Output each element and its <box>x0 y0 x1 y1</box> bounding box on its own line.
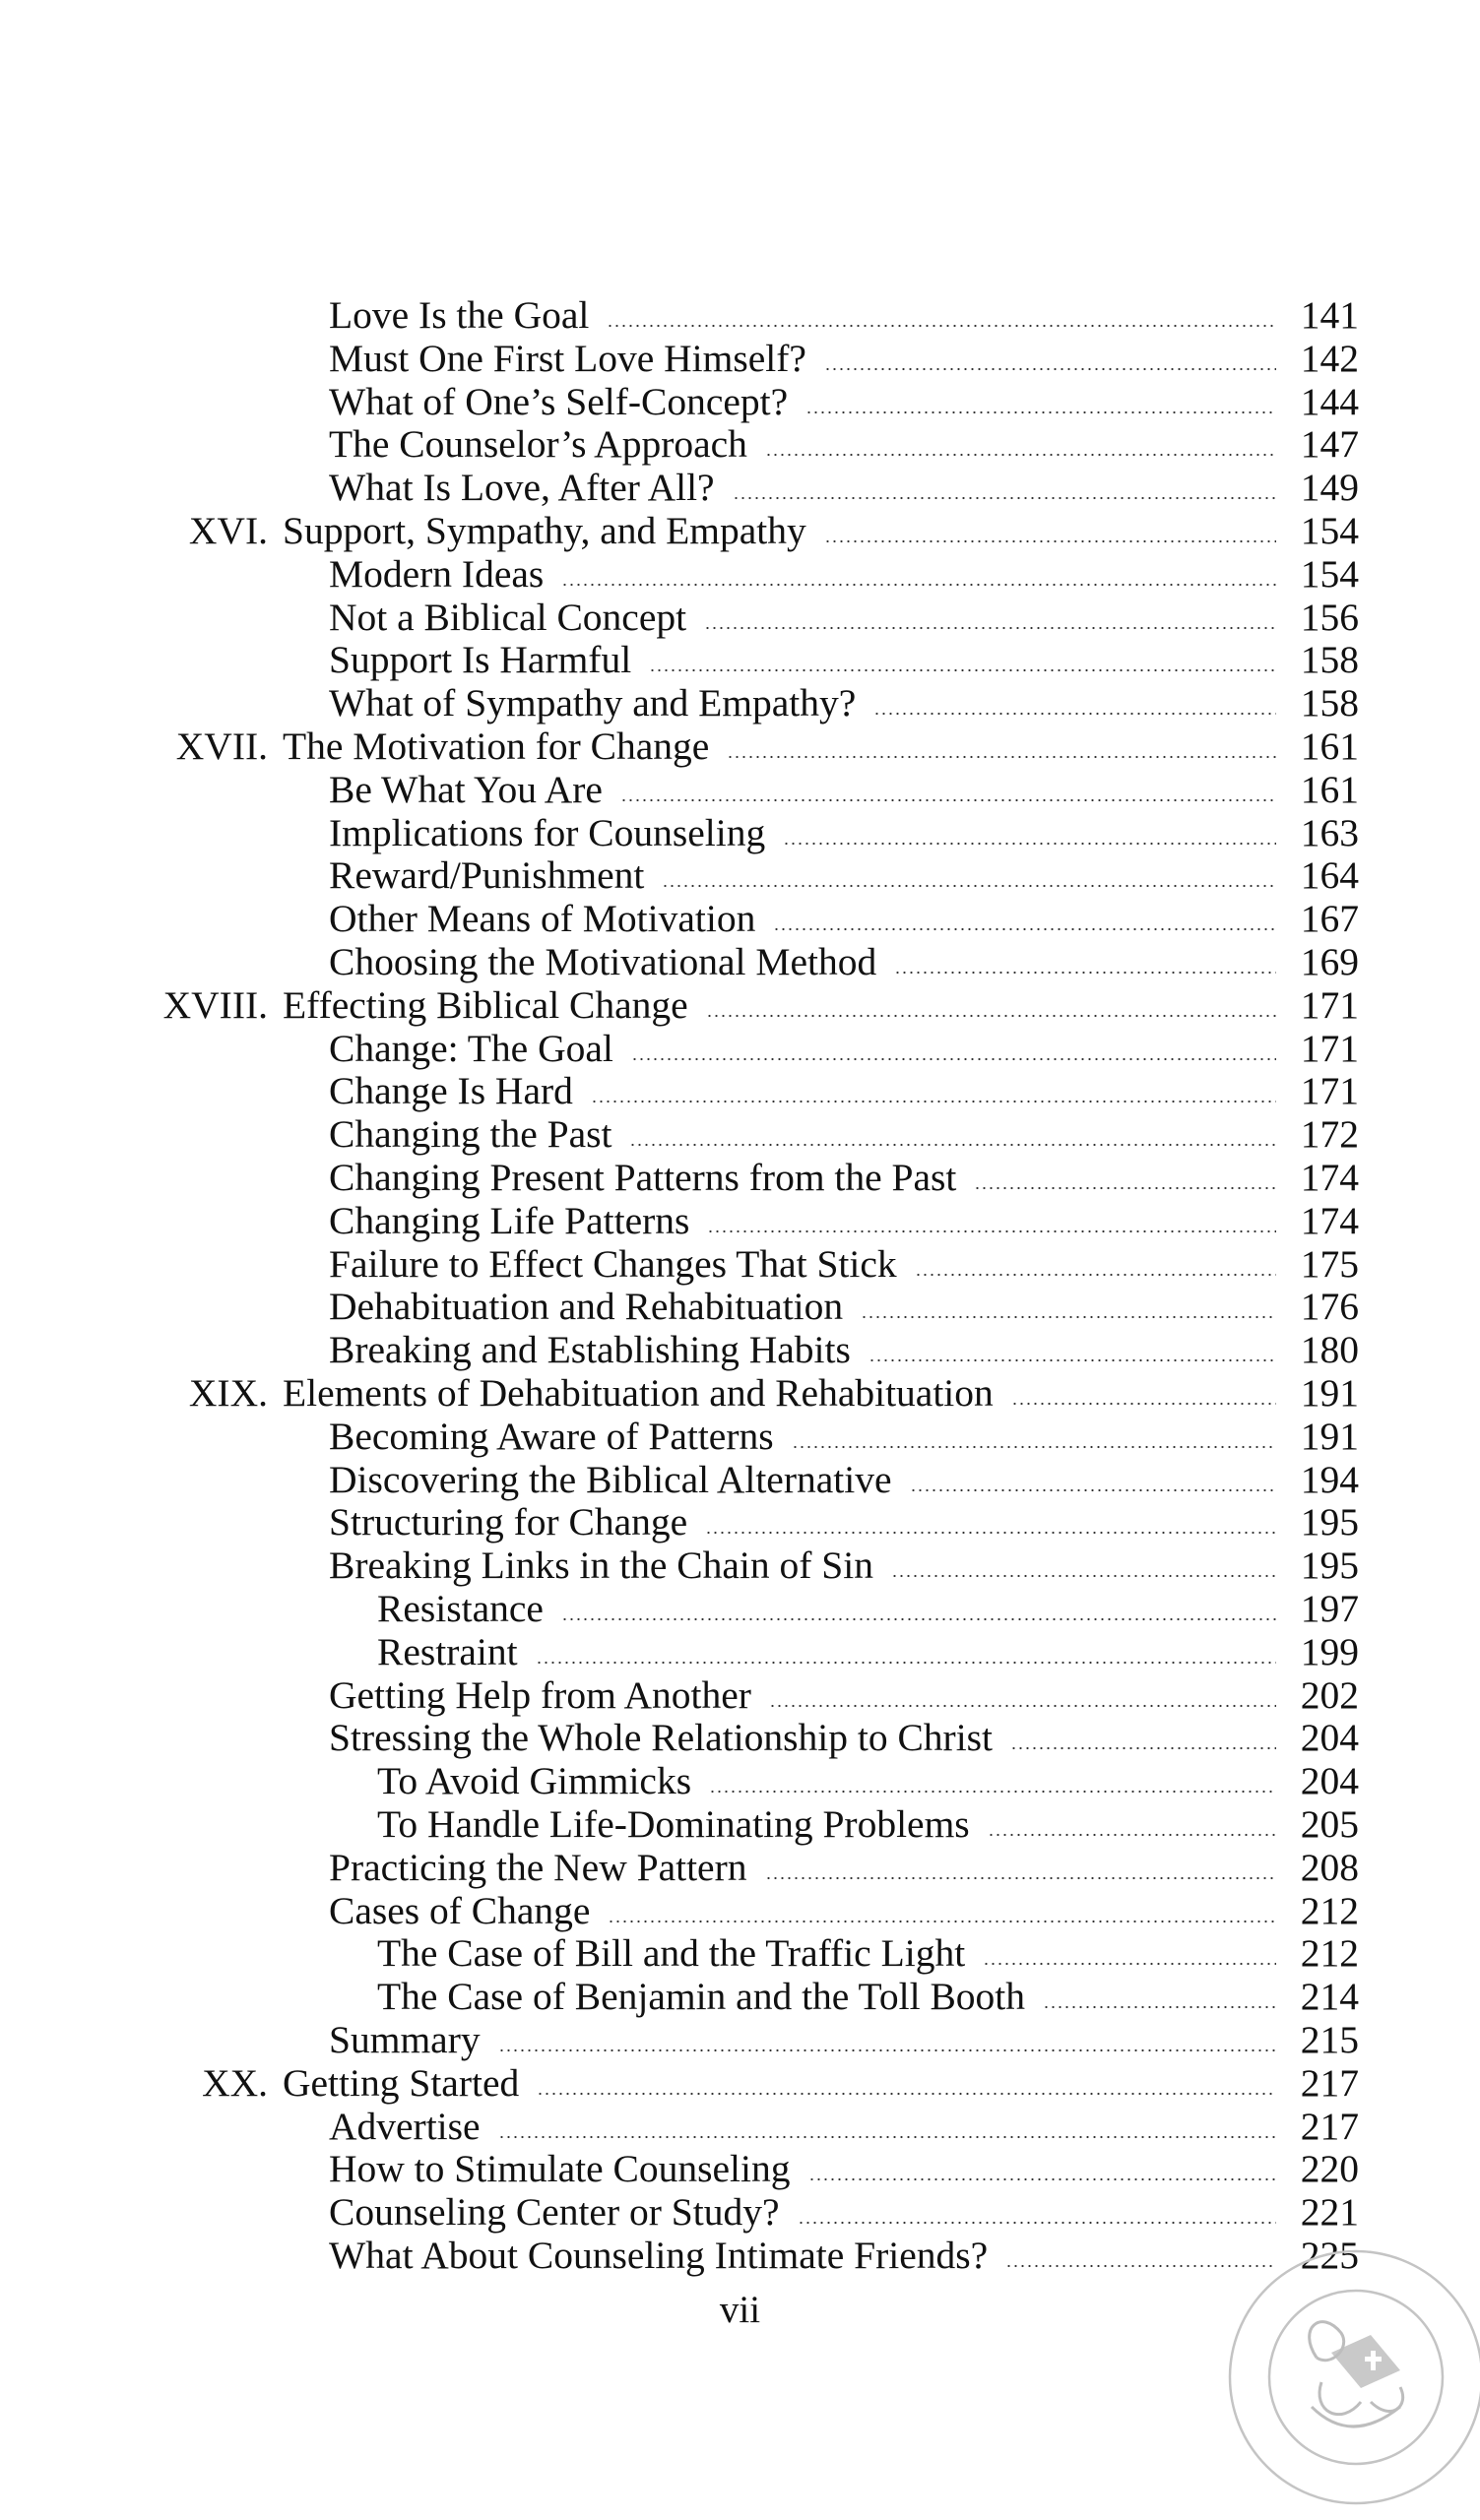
dot-leader <box>765 453 1276 457</box>
dot-leader <box>498 2048 1276 2052</box>
toc-chapter-row <box>0 724 1480 768</box>
toc-page-number: 158 <box>1300 681 1359 725</box>
dot-leader <box>894 971 1276 975</box>
toc-entry-line <box>329 681 1290 724</box>
chapter-number: XVI. <box>188 509 268 552</box>
dot-leader <box>792 1445 1276 1449</box>
dot-leader <box>705 1531 1276 1535</box>
dot-leader <box>733 496 1276 500</box>
toc-section-row <box>0 466 1480 509</box>
toc-section-row <box>0 1931 1480 1975</box>
dot-leader <box>620 798 1276 802</box>
dot-leader <box>824 367 1276 371</box>
toc-entry-title: Breaking and Establishing Habits <box>329 1328 851 1372</box>
toc-section-row <box>0 1242 1480 1286</box>
toc-section-row <box>0 1975 1480 2018</box>
toc-entry-title: Reward/Punishment <box>329 853 645 898</box>
toc-entry-line <box>329 1027 1290 1070</box>
toc-page-number: 217 <box>1300 2060 1359 2105</box>
dot-leader <box>662 884 1276 888</box>
toc-entry-title: Getting Started <box>283 2060 520 2105</box>
toc-entry-title: Change: The Goal <box>329 1026 613 1070</box>
toc-entry-line <box>329 768 1290 811</box>
toc-entry-line <box>329 466 1290 509</box>
toc-section-row <box>0 897 1480 940</box>
toc-section-row <box>0 2147 1480 2190</box>
toc-entry-title: What of One’s Self-Concept? <box>329 379 789 423</box>
dot-leader <box>773 927 1276 931</box>
toc-entry-title: The Case of Bill and the Traffic Light <box>377 1931 966 1976</box>
toc-entry-title: Structuring for Change <box>329 1500 688 1544</box>
toc-entry-title: What Is Love, After All? <box>329 466 715 510</box>
toc-entry-line <box>329 596 1290 639</box>
toc-page-number: 195 <box>1300 1500 1359 1544</box>
toc-entry-line <box>329 1112 1290 1156</box>
toc-page-number: 212 <box>1300 1888 1359 1932</box>
dot-leader <box>631 1057 1276 1061</box>
toc-entry-line <box>329 1458 1290 1501</box>
toc-entry-line <box>329 1242 1290 1286</box>
toc-page-number: 225 <box>1300 2234 1359 2277</box>
toc-page-number: 175 <box>1300 1241 1359 1286</box>
dot-leader <box>561 1617 1276 1621</box>
dot-leader <box>765 1876 1277 1880</box>
toc-section-row <box>0 337 1480 380</box>
toc-section-row <box>0 1630 1480 1673</box>
dot-leader <box>561 583 1276 587</box>
toc-section-row <box>0 2190 1480 2234</box>
toc-page-number: 204 <box>1300 1759 1359 1803</box>
toc-section-row <box>0 1544 1480 1587</box>
toc-entry-title: The Case of Benjamin and the Toll Booth <box>377 1975 1026 2019</box>
dot-leader <box>607 324 1276 328</box>
toc-page-number: 172 <box>1300 1112 1359 1157</box>
toc-entry-line <box>283 2061 1290 2105</box>
toc-section-row <box>0 1587 1480 1630</box>
toc-page-number: 163 <box>1300 810 1359 854</box>
toc-entry-title: Not a Biblical Concept <box>329 595 687 639</box>
toc-section-row <box>0 422 1480 466</box>
dot-leader <box>988 1833 1276 1837</box>
toc-page-number: 197 <box>1300 1587 1359 1630</box>
toc-entry-title: Cases of Change <box>329 1888 591 1932</box>
toc-entry-line <box>329 1673 1290 1717</box>
toc-page-number: 217 <box>1300 2104 1359 2148</box>
toc-entry-title: Getting Help from Another <box>329 1672 751 1717</box>
chapter-number: XVIII. <box>162 982 268 1027</box>
toc-page-number: 215 <box>1300 2018 1359 2061</box>
toc-entry-line <box>283 983 1290 1027</box>
toc-section-row <box>0 1802 1480 1846</box>
toc-page-number: 154 <box>1300 509 1359 552</box>
dot-leader <box>704 626 1276 630</box>
toc-section-row <box>0 1846 1480 1889</box>
toc-page-number: 142 <box>1300 336 1359 380</box>
toc-page-number: 144 <box>1300 379 1359 423</box>
toc-entry-line <box>283 724 1290 768</box>
page-number: vii <box>719 2289 761 2331</box>
toc-entry-title: Support Is Harmful <box>329 638 632 682</box>
toc-section-row <box>0 1285 1480 1328</box>
toc-section-row <box>0 940 1480 983</box>
toc-entry-title: Dehabituation and Rehabituation <box>329 1285 844 1329</box>
dot-leader <box>974 1186 1276 1190</box>
dot-leader <box>629 1143 1276 1147</box>
toc-page-number: 208 <box>1300 1845 1359 1889</box>
toc-entry-line <box>329 293 1290 337</box>
toc-page-number: 158 <box>1300 638 1359 682</box>
toc-chapter-row <box>0 2061 1480 2105</box>
toc-entry-line <box>329 1544 1290 1587</box>
toc-entry-line <box>329 1156 1290 1199</box>
toc-section-row <box>0 1500 1480 1544</box>
toc-entry-title: What About Counseling Intimate Friends? <box>329 2234 989 2277</box>
toc-entry-line <box>329 1199 1290 1242</box>
dot-leader <box>910 1488 1277 1492</box>
toc-page-number: 164 <box>1300 853 1359 898</box>
toc-section-row <box>0 1027 1480 1070</box>
toc-page-number: 220 <box>1300 2147 1359 2191</box>
dot-leader <box>608 1920 1276 1923</box>
toc-entry-title: Other Means of Motivation <box>329 897 756 941</box>
toc-page-number: 212 <box>1300 1931 1359 1976</box>
toc-entry-title: Changing Present Patterns from the Past <box>329 1156 957 1199</box>
toc-entry-line <box>329 2105 1290 2148</box>
toc-entry-line <box>329 1846 1290 1889</box>
toc-entry-line <box>329 811 1290 854</box>
toc-section-row <box>0 638 1480 681</box>
dot-leader <box>783 842 1276 846</box>
dot-leader <box>861 1315 1276 1319</box>
toc-section-row <box>0 1673 1480 1717</box>
toc-section-row <box>0 853 1480 897</box>
toc-chapter-row <box>0 983 1480 1027</box>
toc-entry-line <box>329 940 1290 983</box>
toc-page-number: 149 <box>1300 466 1359 510</box>
toc-section-row <box>0 552 1480 596</box>
toc-page-number: 176 <box>1300 1285 1359 1329</box>
dot-leader <box>769 1704 1276 1708</box>
toc-entry-line <box>377 1587 1290 1630</box>
dot-leader <box>709 1790 1276 1794</box>
toc-entry-line <box>329 1328 1290 1371</box>
toc-page-number: 141 <box>1300 293 1359 337</box>
toc-section-row <box>0 768 1480 811</box>
toc-entry-title: Implications for Counseling <box>329 810 766 854</box>
toc-page-number: 161 <box>1300 724 1359 768</box>
toc-page-number: 147 <box>1300 422 1359 467</box>
dot-leader <box>591 1100 1276 1103</box>
chapter-number: XVII. <box>175 724 268 768</box>
toc-section-row <box>0 380 1480 423</box>
toc-page-number: 171 <box>1300 982 1359 1027</box>
toc-section-row <box>0 2018 1480 2061</box>
toc-section-row <box>0 1415 1480 1458</box>
toc-entry-title: Becoming Aware of Patterns <box>329 1414 774 1458</box>
toc-entry-line <box>283 1371 1290 1415</box>
toc-entry-title: Changing the Past <box>329 1112 612 1157</box>
toc-entry-line <box>283 509 1290 552</box>
dot-leader <box>498 2135 1276 2139</box>
dot-leader <box>537 2092 1276 2096</box>
toc-section-row <box>0 681 1480 724</box>
toc-page-number: 169 <box>1300 940 1359 983</box>
toc-section-row <box>0 1458 1480 1501</box>
toc-section-row <box>0 2105 1480 2148</box>
toc-entry-title: How to Stimulate Counseling <box>329 2147 791 2191</box>
dot-leader <box>873 712 1276 716</box>
toc-entry-title: Counseling Center or Study? <box>329 2190 780 2235</box>
dot-leader <box>649 668 1276 672</box>
toc-entry-title: To Handle Life-Dominating Problems <box>377 1802 970 1846</box>
toc-entry-line <box>329 422 1290 466</box>
dot-leader <box>824 539 1276 543</box>
toc-entry-line <box>377 1759 1290 1802</box>
dot-leader <box>798 2221 1277 2225</box>
dot-leader <box>727 755 1276 759</box>
toc-page-number: 191 <box>1300 1371 1359 1415</box>
toc-entry-line <box>329 897 1290 940</box>
toc-entry-title: Effecting Biblical Change <box>283 982 688 1027</box>
toc-entry-line <box>329 1889 1290 1932</box>
toc-entry-line <box>329 1500 1290 1544</box>
dot-leader <box>1011 1402 1276 1406</box>
toc-page-number: 154 <box>1300 551 1359 596</box>
toc-section-row <box>0 1759 1480 1802</box>
toc-section-row <box>0 1889 1480 1932</box>
dot-leader <box>707 1229 1276 1233</box>
toc-page-number: 221 <box>1300 2190 1359 2235</box>
toc-entry-title: Changing Life Patterns <box>329 1198 690 1242</box>
toc-entry-title: Breaking Links in the Chain of Sin <box>329 1544 873 1588</box>
toc-entry-title: Stressing the Whole Relationship to Christ <box>329 1716 994 1760</box>
toc-entry-title: Failure to Effect Changes That Stick <box>329 1241 897 1286</box>
toc-entry-line <box>329 2190 1290 2234</box>
toc-section-row <box>0 1328 1480 1371</box>
toc-entry-line <box>377 1975 1290 2018</box>
toc-entry-line <box>329 337 1290 380</box>
toc-entry-title: Elements of Dehabituation and Rehabituation <box>283 1371 994 1415</box>
toc-entry-line <box>377 1802 1290 1846</box>
toc-page-number: 167 <box>1300 897 1359 941</box>
toc-page-number: 191 <box>1300 1414 1359 1458</box>
toc-entry-line <box>329 1069 1290 1112</box>
dot-leader <box>536 1661 1276 1665</box>
toc-page-number: 194 <box>1300 1457 1359 1501</box>
toc-page-number: 180 <box>1300 1328 1359 1372</box>
toc-section-row <box>0 1199 1480 1242</box>
toc-entry-title: The Counselor’s Approach <box>329 422 747 467</box>
toc-entry-title: Practicing the New Pattern <box>329 1845 747 1889</box>
dot-leader <box>706 1014 1276 1018</box>
dot-leader <box>808 2177 1276 2181</box>
toc-entry-line <box>377 1630 1290 1673</box>
toc-entry-line <box>329 1716 1290 1759</box>
toc-section-row <box>0 1069 1480 1112</box>
toc-entry-title: Be What You Are <box>329 767 603 811</box>
toc-chapter-row <box>0 1371 1480 1415</box>
toc-page-number: 214 <box>1300 1975 1359 2019</box>
dot-leader <box>1010 1746 1276 1750</box>
dot-leader <box>915 1273 1276 1277</box>
dot-leader <box>1043 2005 1276 2009</box>
toc-section-row <box>0 596 1480 639</box>
toc-entry-line <box>329 1415 1290 1458</box>
toc-page-number: 205 <box>1300 1802 1359 1846</box>
toc-entry-title: The Motivation for Change <box>283 724 710 768</box>
toc-page-number: 171 <box>1300 1069 1359 1113</box>
toc-page-number: 202 <box>1300 1672 1359 1717</box>
chapter-number: XX. <box>202 2060 268 2105</box>
toc-entry-title: Restraint <box>377 1629 518 1673</box>
toc-entry-title: Change Is Hard <box>329 1069 573 1113</box>
toc-entry-title: What of Sympathy and Empathy? <box>329 681 857 725</box>
toc-entry-title: Support, Sympathy, and Empathy <box>283 509 806 552</box>
toc-entry-line <box>329 552 1290 596</box>
toc-entry-line <box>329 853 1290 897</box>
toc-entry-title: Choosing the Motivational Method <box>329 940 877 983</box>
toc-page-number: 204 <box>1300 1716 1359 1760</box>
dot-leader <box>983 1962 1276 1966</box>
toc-page-number: 199 <box>1300 1629 1359 1673</box>
watermark-seal-icon <box>1213 2235 1480 2520</box>
toc-entry-title: To Avoid Gimmicks <box>377 1759 692 1803</box>
toc-entry-line <box>329 2234 1290 2277</box>
chapter-number: XIX. <box>188 1371 268 1415</box>
toc-chapter-row <box>0 509 1480 552</box>
toc-page-number: 174 <box>1300 1156 1359 1199</box>
toc-entry-line <box>329 2018 1290 2061</box>
toc-entry-title: Love Is the Goal <box>329 293 590 337</box>
toc-page-number: 156 <box>1300 595 1359 639</box>
toc-section-row <box>0 1156 1480 1199</box>
toc-page-number: 174 <box>1300 1198 1359 1242</box>
dot-leader <box>869 1358 1276 1362</box>
toc-section-row <box>0 1112 1480 1156</box>
toc-page-number: 195 <box>1300 1544 1359 1588</box>
dot-leader <box>891 1574 1276 1578</box>
toc-entry-line <box>329 1285 1290 1328</box>
toc-entry-line <box>329 380 1290 423</box>
toc-entry-title: Must One First Love Himself? <box>329 336 806 380</box>
toc-section-row <box>0 293 1480 337</box>
toc-entry-title: Advertise <box>329 2104 481 2148</box>
toc-page-number: 171 <box>1300 1026 1359 1070</box>
toc-section-row <box>0 1716 1480 1759</box>
toc-entry-title: Summary <box>329 2018 481 2061</box>
toc-entry-line <box>329 2147 1290 2190</box>
toc-section-row <box>0 811 1480 854</box>
toc-entry-line <box>377 1931 1290 1975</box>
toc-entry-title: Discovering the Biblical Alternative <box>329 1457 892 1501</box>
toc-entry-line <box>329 638 1290 681</box>
toc-page-number: 161 <box>1300 767 1359 811</box>
dot-leader <box>805 410 1276 414</box>
toc-entry-title: Resistance <box>377 1587 544 1630</box>
toc-entry-title: Modern Ideas <box>329 551 545 596</box>
